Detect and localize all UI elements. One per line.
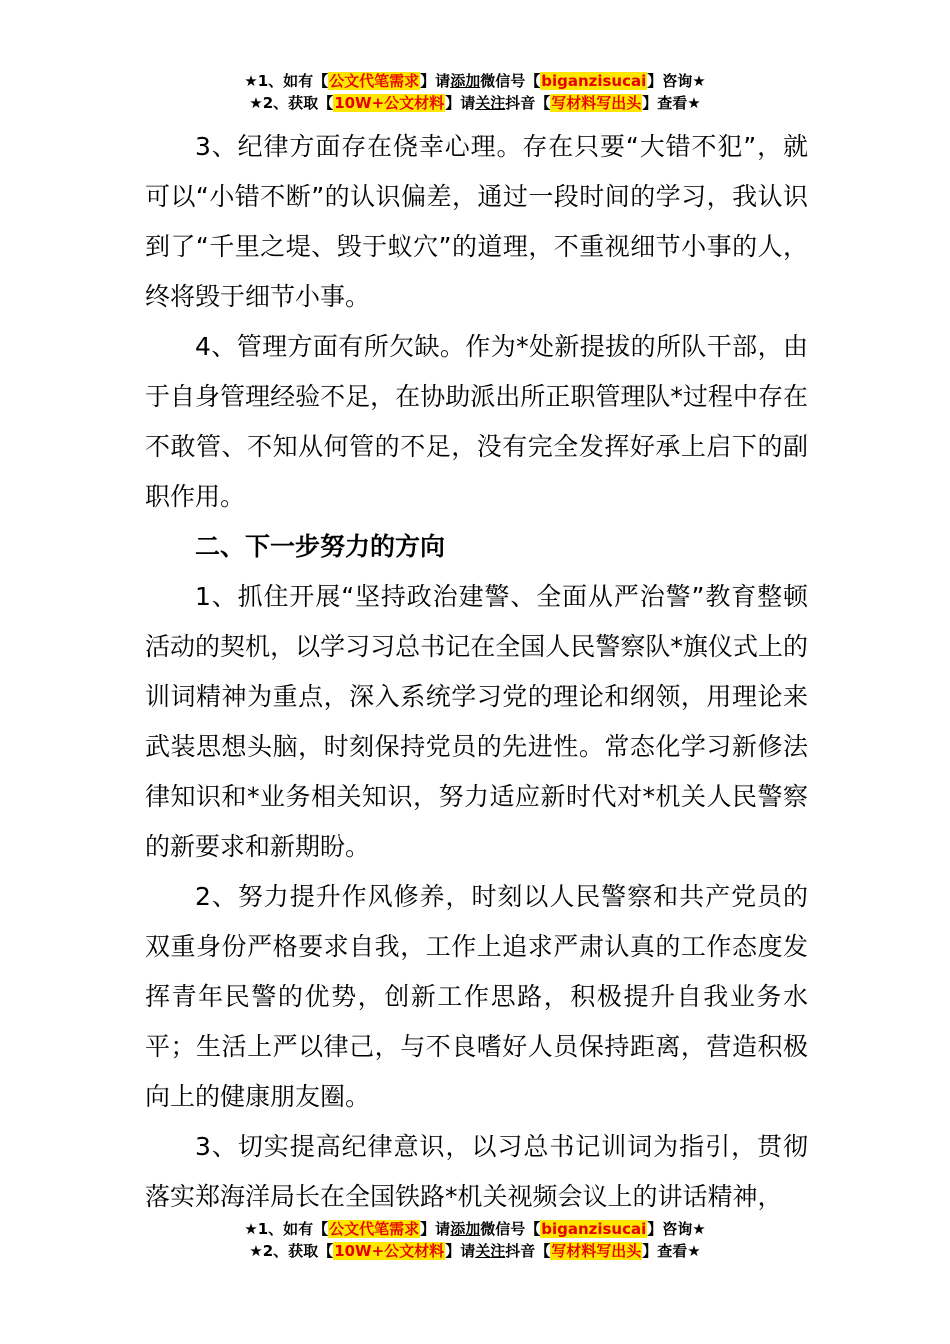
- banner-prefix: ★2、获取【: [249, 94, 334, 112]
- banner-text: 】请: [445, 1242, 476, 1260]
- banner-text: 微信号【: [480, 1220, 541, 1238]
- banner-underlined: 关注: [475, 1242, 506, 1260]
- banner-underlined: 添加: [450, 72, 481, 90]
- document-body: [145, 122, 808, 1222]
- banner-highlight: 10W+公文材料: [334, 1242, 445, 1260]
- bottom-banner: [0, 1218, 950, 1262]
- banner-text: 】请: [445, 94, 476, 112]
- banner-highlight-douyin: 写材料写出头: [551, 94, 642, 112]
- paragraph-discipline: 3、纪律方面存在侥幸心理。存在只要“大错不犯”，就可以“小错不断”的认识偏差，通过一段时间的学习，我认识到了“千里之堤、毁于蚁穴”的道理，不重视细节小事的人，终将毁于细节小事。: [145, 132, 808, 311]
- banner-prefix: ★1、如有【: [244, 1220, 329, 1238]
- paragraph-discipline-awareness: 3、切实提高纪律意识，以习总书记训词为指引，贯彻落实郑海洋局长在全国铁路*机关视频会议上的讲话精神，: [145, 1132, 808, 1211]
- banner-suffix: 】咨询★: [647, 72, 706, 90]
- banner-prefix: ★1、如有【: [244, 72, 329, 90]
- section-heading: 二、下一步努力的方向: [195, 532, 446, 561]
- banner-text: 】请: [420, 1220, 451, 1238]
- banner-line-1: [0, 1218, 950, 1240]
- banner-highlight-douyin: 写材料写出头: [551, 1242, 642, 1260]
- paragraph-management: 4、管理方面有所欠缺。作为*处新提拔的所队干部，由于自身管理经验不足，在协助派出所正职管理队*过程中存在不敢管、不知从何管的不足，没有完全发挥好承上启下的副职作用。: [145, 332, 808, 511]
- paragraph-study: 1、抓住开展“坚持政治建警、全面从严治警”教育整顿活动的契机，以学习习总书记在全国人民警察队*旗仪式上的训词精神为重点，深入系统学习党的理论和纲领，用理论来武装思想头脑，时刻保持党员的先进性。常态化学习新修法律知识和*业务相关知识，努力适应新时代对*机关人民警察的新要求和新期盼。: [145, 582, 808, 861]
- banner-text: 抖音【: [505, 1242, 551, 1260]
- banner-line-2: [0, 92, 950, 114]
- banner-underlined: 添加: [450, 1220, 481, 1238]
- banner-highlight: 10W+公文材料: [334, 94, 445, 112]
- paragraph-style: 2、努力提升作风修养，时刻以人民警察和共产党员的双重身份严格要求自我，工作上追求严肃认真的工作态度发挥青年民警的优势，创新工作思路，积极提升自我业务水平；生活上严以律己，与不良嗜好人员保持距离，营造积极向上的健康朋友圈。: [145, 882, 808, 1111]
- banner-highlight: 公文代笔需求: [329, 72, 420, 90]
- banner-highlight: 公文代笔需求: [329, 1220, 420, 1238]
- banner-suffix: 】咨询★: [647, 1220, 706, 1238]
- banner-highlight-wechat: biganzisucai: [541, 1220, 647, 1238]
- banner-underlined: 关注: [475, 94, 506, 112]
- banner-text: 】请: [420, 72, 451, 90]
- banner-suffix: 】查看★: [642, 1242, 701, 1260]
- banner-text: 抖音【: [505, 94, 551, 112]
- banner-suffix: 】查看★: [642, 94, 701, 112]
- top-banner: [0, 70, 950, 114]
- banner-highlight-wechat: biganzisucai: [541, 72, 647, 90]
- banner-line-2: [0, 1240, 950, 1262]
- banner-text: 微信号【: [480, 72, 541, 90]
- banner-prefix: ★2、获取【: [249, 1242, 334, 1260]
- banner-line-1: [0, 70, 950, 92]
